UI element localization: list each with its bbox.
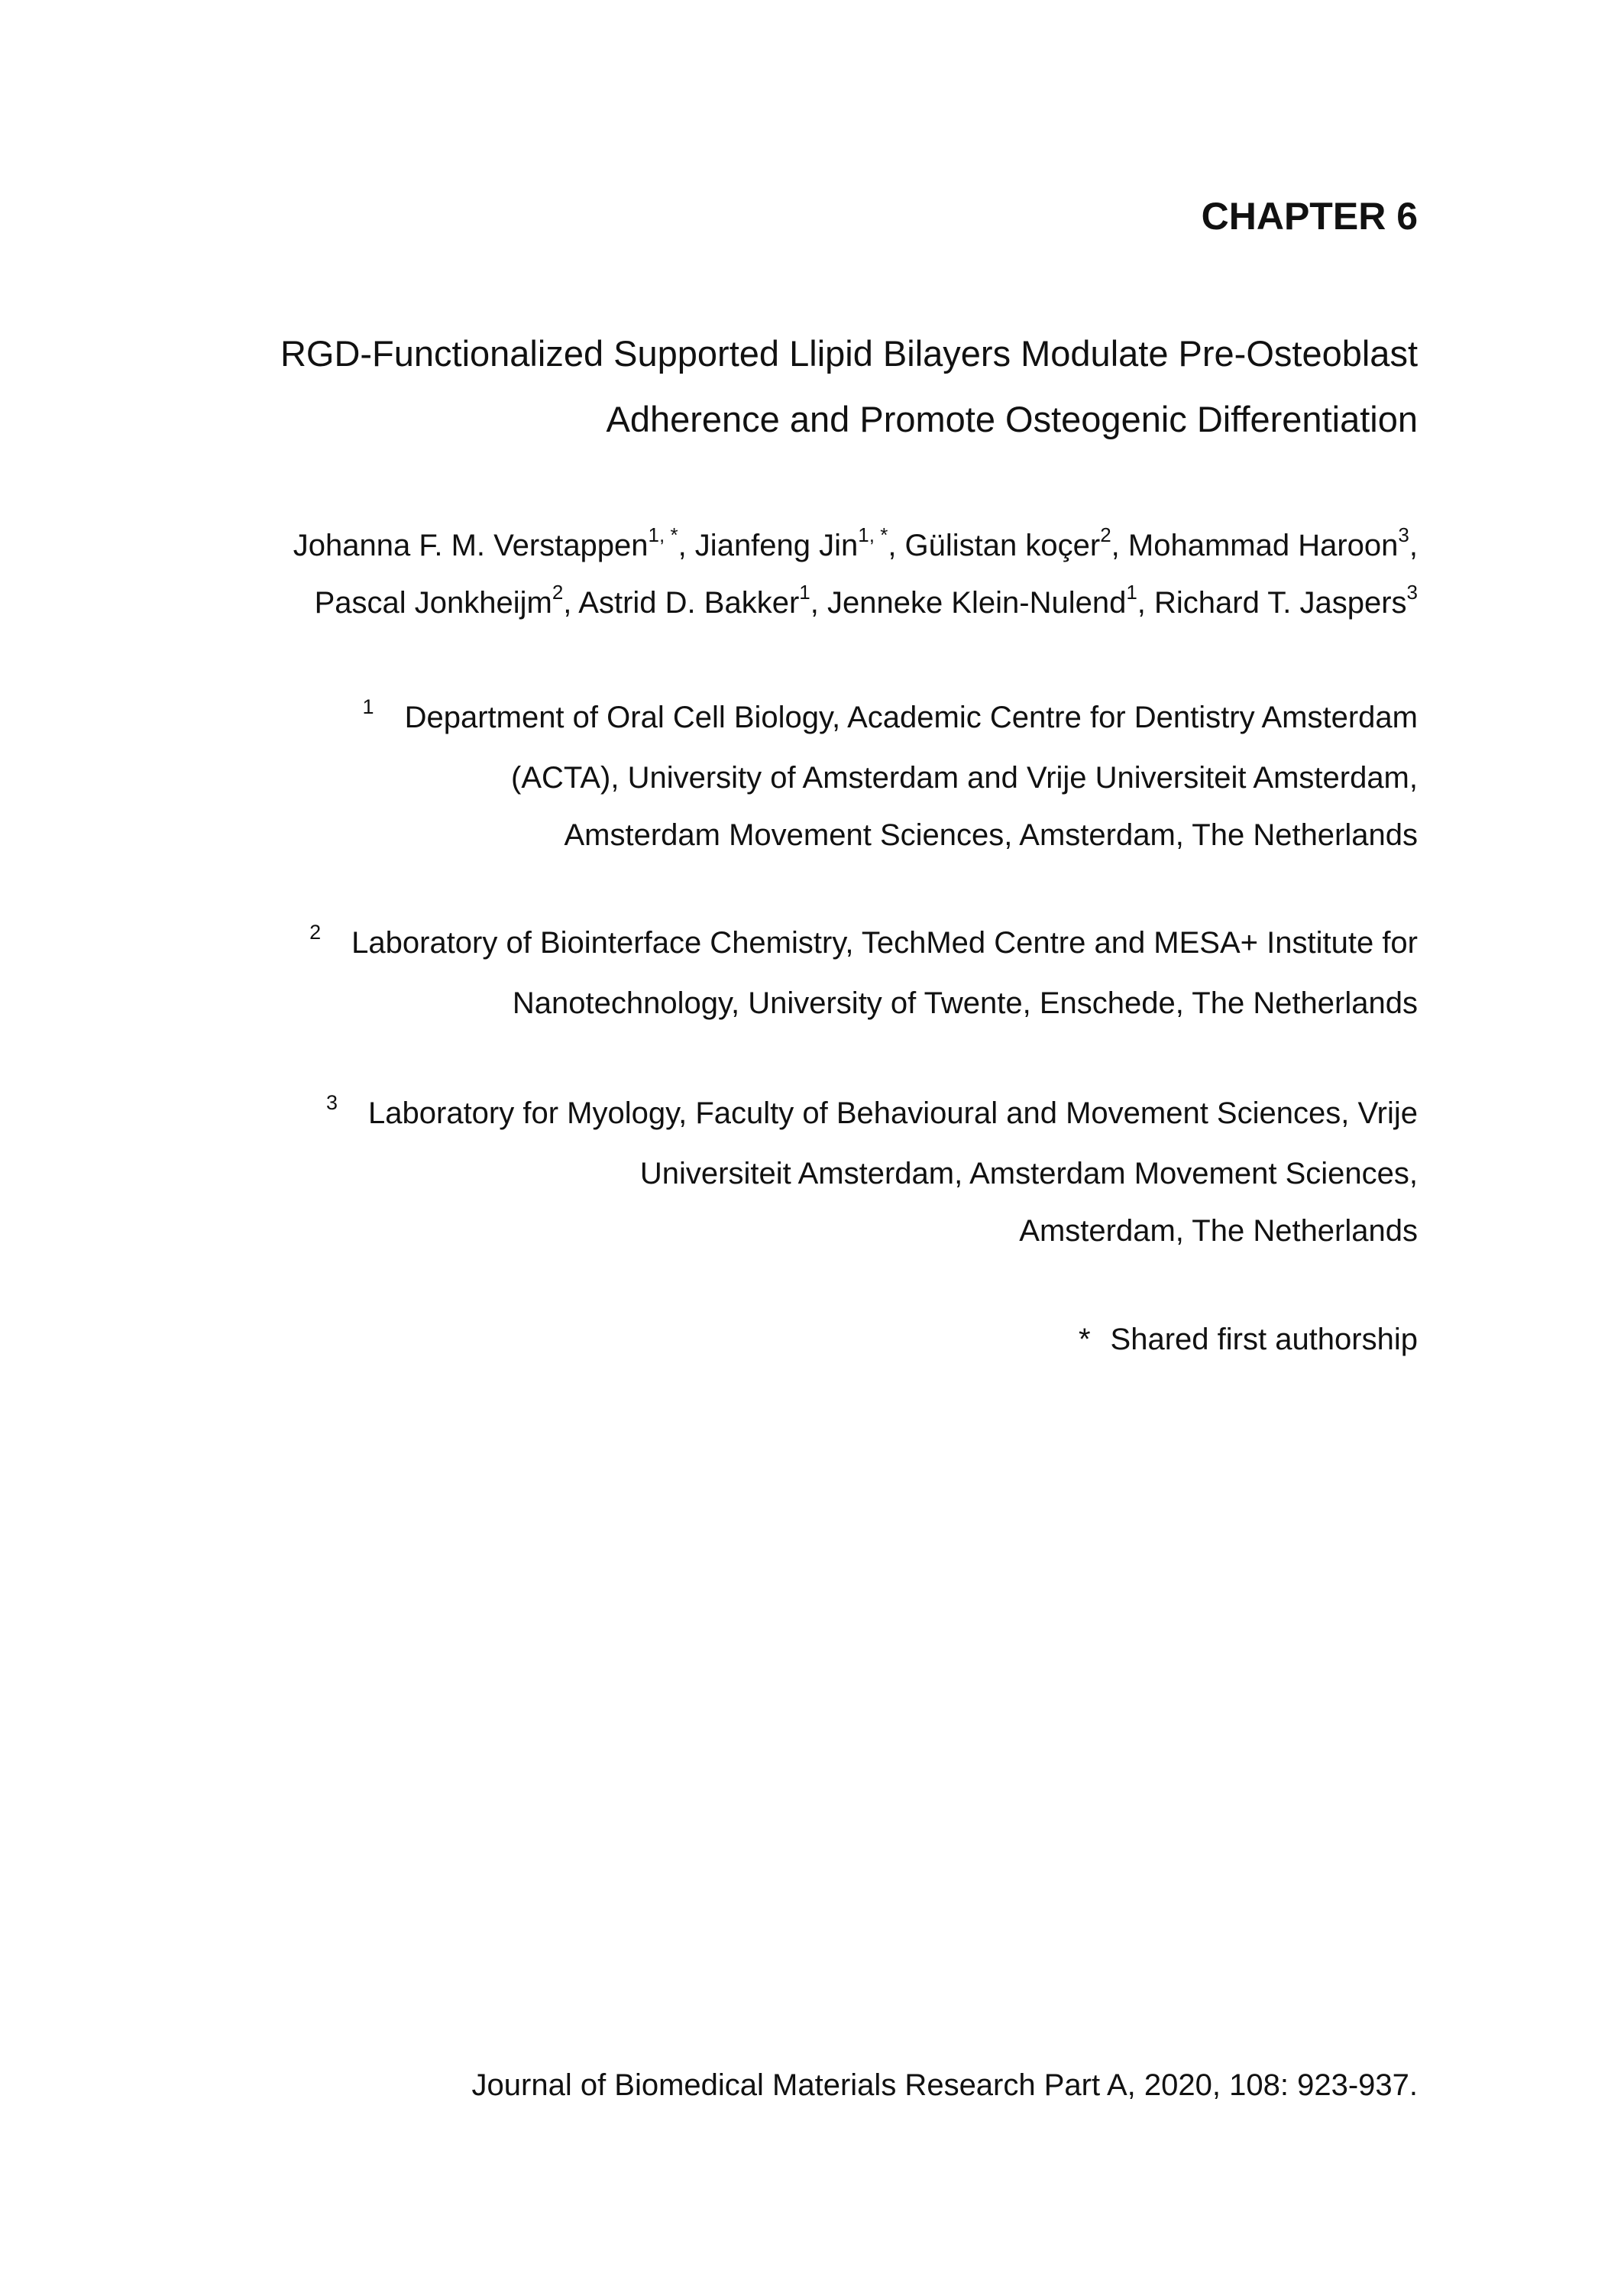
author-name: , Richard T. Jaspers bbox=[1137, 586, 1407, 620]
author-list bbox=[293, 517, 1418, 632]
affiliation-line: (ACTA), University of Amsterdam and Vrije Universiteit Amsterdam, bbox=[511, 761, 1418, 795]
affiliation-line bbox=[363, 689, 1418, 750]
author-line bbox=[293, 517, 1418, 575]
affiliation-2 bbox=[309, 915, 1418, 1032]
affiliation-mark: 3 bbox=[325, 1091, 338, 1114]
affiliation-1 bbox=[363, 689, 1418, 864]
affiliation-mark: 2 bbox=[309, 921, 322, 944]
author-name: , Astrid D. Bakker bbox=[563, 586, 800, 620]
shared-authorship-text: Shared first authorship bbox=[1110, 1323, 1418, 1356]
affiliation-mark: 1 bbox=[362, 695, 374, 718]
affiliation-line: Nanotechnology, University of Twente, Enschede, The Netherlands bbox=[512, 986, 1418, 1020]
author-affil-sup: 2 bbox=[552, 580, 564, 604]
affiliation-line bbox=[309, 915, 1418, 975]
affiliation-text: Department of Oral Cell Biology, Academic Centre for Dentistry Amsterdam bbox=[404, 701, 1418, 734]
affiliation-line bbox=[326, 1085, 1418, 1145]
title-line: RGD-Functionalized Supported Llipid Bilayers Modulate Pre-Osteoblast bbox=[280, 333, 1418, 374]
author-name: Johanna F. M. Verstappen bbox=[293, 529, 649, 562]
author-affil-sup: 2 bbox=[1100, 523, 1111, 546]
journal-reference: Journal of Biomedical Materials Research Part A, 2020, 108: 923-937. bbox=[471, 2068, 1418, 2102]
author-affil-sup: 3 bbox=[1406, 580, 1418, 604]
author-separator: , bbox=[1409, 529, 1418, 562]
affiliation-line: Amsterdam Movement Sciences, Amsterdam, The Netherlands bbox=[564, 818, 1418, 852]
affiliation-3 bbox=[326, 1085, 1418, 1260]
title-line: Adherence and Promote Osteogenic Differentiation bbox=[606, 399, 1418, 439]
affiliation-line: Amsterdam, The Netherlands bbox=[1019, 1214, 1418, 1248]
author-affil-sup: 1, * bbox=[648, 523, 678, 546]
author-affil-sup: 1, * bbox=[858, 523, 888, 546]
paper-title bbox=[280, 321, 1418, 452]
author-line bbox=[293, 575, 1418, 632]
asterisk-mark: * bbox=[1078, 1323, 1091, 1356]
affiliation-text: Laboratory for Myology, Faculty of Behavioural and Movement Sciences, Vrije bbox=[368, 1096, 1418, 1130]
author-name: , Gülistan koçer bbox=[888, 529, 1101, 562]
author-name: , Mohammad Haroon bbox=[1111, 529, 1399, 562]
author-affil-sup: 1 bbox=[799, 580, 810, 604]
affiliation-text: Laboratory of Biointerface Chemistry, TechMed Centre and MESA+ Institute for bbox=[351, 926, 1418, 960]
chapter-heading: CHAPTER 6 bbox=[1201, 195, 1418, 238]
author-affil-sup: 1 bbox=[1126, 580, 1137, 604]
author-affil-sup: 3 bbox=[1398, 523, 1409, 546]
affiliation-line: Universiteit Amsterdam, Amsterdam Movement Sciences, bbox=[639, 1157, 1418, 1190]
shared-authorship-note bbox=[1079, 1311, 1418, 1368]
author-name: Pascal Jonkheijm bbox=[314, 586, 552, 620]
author-name: , Jenneke Klein-Nulend bbox=[810, 586, 1127, 620]
author-name: , Jianfeng Jin bbox=[678, 529, 859, 562]
